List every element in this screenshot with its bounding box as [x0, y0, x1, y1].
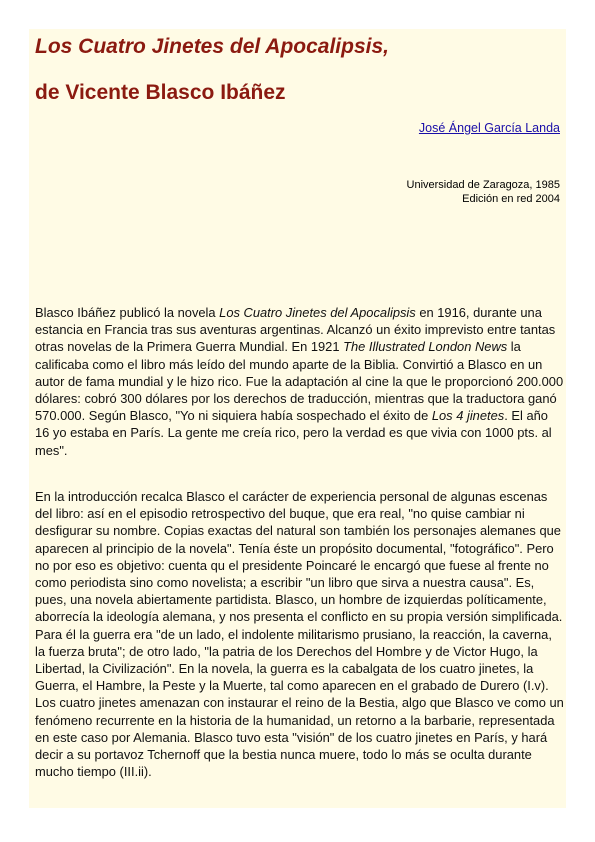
text-run: En la introducción recalca Blasco el carácter de experiencia personal de algunas escenas del libro: así en el episodio retrospectivo del buque, que era real, "no quise cambiar ni desfigurar su nombre. Copias exactas del natural son también los personajes alemanes que aparecen al principio de la novela". Tenía éste un propósito documental, "fotográfico". Pero no por eso es objetivo: cuenta qu el presidente Poincaré le encargó que fuese al frente no como periodista sino como novelista; a escribir "un libro que sirva a nuestra causa". Es, pues, una novela abiertamente partidista. Blasco, un hombre de izquierdas políticamente, aborrecía la ideología alemana, y nos presenta el conflicto en su propia versión simplificada. Para él la guerra era "de un lado, el indolente militarismo prusiano, la reacción, la caverna, la fuerza bruta"; de otro lado, "la patria de los Derechos del Hombre y de Victor Hugo, la Libertad, la Civilización". En la novela, la guerra es la cabalgata de los cuatro jinetes, la Guerra, el Hambre, la Peste y la Muerte, tal como aparecen en el grabado de Durero (I.v). Los cuatro jinetes amenazan con instaurar el reino de la Bestia, algo que Blasco ve como un fenómeno recurrente en la historia de la humanidad, un retorno a la barbarie, representada en este caso por Alemania. Blasco tuvo esta "visión" de los cuatro jinetes en París, y hará decir a su portavoz Tchernoff que la bestia nunca muere, todo lo más se oculta durante mucho tiempo (III.ii). [35, 489, 564, 780]
italic-run: Los Cuatro Jinetes del Apocalipsis [219, 305, 416, 320]
affiliation-text: Universidad de Zaragoza, 1985 [406, 179, 560, 191]
title-line-2: de Vicente Blasco Ibáñez [35, 81, 286, 104]
publication-info [407, 178, 560, 206]
text-run: . El año 16 yo estaba en París. La gente me creía rico, pero la verdad es que vivia con 1000 pts. al mes". [35, 408, 552, 458]
italic-run: The Illustrated London News [343, 339, 508, 355]
italic-run: Los 4 jinetes [431, 408, 505, 424]
document-page [29, 29, 566, 808]
author-link[interactable]: José Ángel García Landa [418, 121, 560, 135]
text-run: en 1916, durante una estancia en Francia tras sus aventuras argentinas. Alcanzó un éxito imprevisto entre tantas otras novelas de la Primera Guerra Mundial. En 1921 [35, 305, 556, 355]
title-line-1: Los Cuatro Jinetes del Apocalipsis, [35, 35, 389, 58]
paragraph-2 [35, 488, 565, 780]
paragraph-1 [35, 304, 565, 459]
edition-text: Edición en red 2004 [462, 193, 560, 205]
text-run: Blasco Ibáñez publicó la novela [35, 305, 220, 320]
text-run: la calificaba como el libro más leído del mundo aparte de la Biblia. Convirtió a Blasco en un autor de fama mundial y le hizo rico. Fue la adaptación al cine la que le proporcionó 200.000 dólares: cobró 300 dólares por los derechos de traducción, mientras que la traductora ganó 570.000. Según Blasco, "Yo ni siquiera había sospechado el éxito de [35, 339, 564, 424]
